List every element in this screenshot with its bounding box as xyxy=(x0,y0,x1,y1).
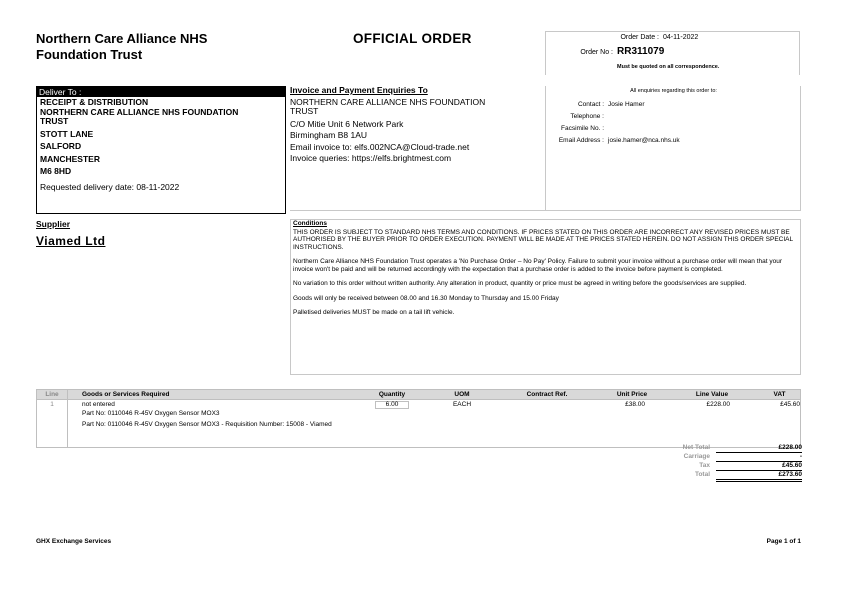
deliver-address-line: SALFORD xyxy=(40,141,82,151)
deliver-to-address xyxy=(37,97,285,192)
invoice-queries-url: Invoice queries: https://elfs.brightmest.com xyxy=(290,153,452,163)
row-description-status: not entered xyxy=(82,401,115,408)
row-requisition-detail: Part No: 0110046 R-45V Oxygen Sensor MOX3 - Requisition Number: 15008 - Viamed xyxy=(82,421,332,428)
order-number-note: Must be quoted on all correspondence. xyxy=(617,64,720,70)
email-label: Email Address : xyxy=(558,137,604,144)
deliver-address-line: M6 8HD xyxy=(40,166,72,176)
carriage-row xyxy=(640,452,802,461)
row-part-number: Part No: 0110046 R-45V Oxygen Sensor MOX3 xyxy=(82,410,220,417)
order-details-box xyxy=(545,31,800,75)
order-lines-table xyxy=(36,389,801,448)
tax-row xyxy=(640,461,802,470)
conditions-heading: Conditions xyxy=(293,220,327,227)
fax-label: Facsimile No. : xyxy=(561,125,604,132)
grand-total-label: Total xyxy=(694,471,710,478)
enquiries-heading: All enquiries regarding this order to: xyxy=(630,88,717,94)
tax-label: Tax xyxy=(699,462,710,469)
condition-paragraph: Northern Care Alliance NHS Foundation Trust operates a 'No Purchase Order – No Pay' Policy. Failure to submit your invoice without a purchase order will mean that your invoice won't be paid and will be returned accordingly with the expectation that a purchase order is added to the invoice before payment is completed. xyxy=(293,258,783,273)
supplier-name: Viamed Ltd xyxy=(36,234,106,248)
deliver-address-line: STOTT LANE xyxy=(40,128,94,139)
condition-paragraph: Goods will only be received between 08.00 and 16.30 Monday to Thursday and 15.00 Friday xyxy=(293,294,559,302)
organisation-name-line1: Northern Care Alliance NHS xyxy=(36,31,208,46)
col-header-quantity: Quantity xyxy=(378,391,406,398)
document-title: OFFICIAL ORDER xyxy=(353,31,472,46)
net-total-row xyxy=(640,443,802,452)
organisation-name-line2: Foundation Trust xyxy=(36,47,143,62)
condition-paragraph: No variation to this order without written authority. Any alteration in product, quantity or price must be agreed in writing before the goods/services are supplied. xyxy=(293,280,747,287)
table-header-row xyxy=(36,389,801,400)
row-line-number: 1 xyxy=(50,401,54,408)
order-date-label: Order Date : xyxy=(620,34,659,41)
requested-delivery-date: Requested delivery date: 08-11-2022 xyxy=(40,181,180,192)
col-header-unit-price: Unit Price xyxy=(616,391,648,398)
invoice-address-line: TRUST xyxy=(290,106,319,116)
order-date-value: 04-11-2022 xyxy=(663,34,699,41)
invoice-address-line: C/O Mitie Unit 6 Network Park xyxy=(290,118,404,129)
contact-value: Josie Hamer xyxy=(608,101,645,108)
totals-block xyxy=(640,443,802,479)
row-unit-price: £38.00 xyxy=(625,401,645,408)
invoice-email: Email invoice to: elfs.002NCA@Cloud-trade.net xyxy=(290,141,470,152)
carriage-value: - xyxy=(716,452,802,462)
grand-total-row xyxy=(640,470,802,479)
grand-total-value: £273.60 xyxy=(716,470,802,482)
col-header-uom: UOM xyxy=(454,391,470,398)
page-number: Page 1 of 1 xyxy=(766,538,801,545)
table-row xyxy=(36,400,801,448)
col-header-line-value: Line Value xyxy=(695,391,729,398)
net-total-label: Net Total xyxy=(682,444,710,451)
invoice-address-line: Birmingham B8 1AU xyxy=(290,130,368,140)
row-vat: £45.60 xyxy=(780,401,800,408)
deliver-to-box xyxy=(36,86,286,214)
order-number-label: Order No : xyxy=(580,49,613,56)
order-number-value: RR311079 xyxy=(617,46,665,57)
invoice-heading: Invoice and Payment Enquiries To xyxy=(290,85,428,95)
organisation-name xyxy=(36,31,296,63)
conditions-box xyxy=(290,219,801,375)
col-header-goods: Goods or Services Required xyxy=(82,391,170,398)
order-enquiries-box xyxy=(546,86,801,211)
row-uom: EACH xyxy=(452,401,472,408)
condition-paragraph: Palletised deliveries MUST be made on a tail lift vehicle. xyxy=(293,309,455,316)
tax-value: £45.60 xyxy=(716,461,802,471)
row-line-value: £228.00 xyxy=(706,401,730,408)
col-header-contract: Contract Ref. xyxy=(526,391,568,398)
invoice-address-line: NORTHERN CARE ALLIANCE NHS FOUNDATION xyxy=(290,96,486,107)
deliver-address-line: TRUST xyxy=(40,116,69,126)
telephone-label: Telephone : xyxy=(570,113,604,120)
net-total-value: £228.00 xyxy=(716,443,802,453)
email-value: josie.hamer@nca.nhs.uk xyxy=(608,137,680,144)
deliver-address-line: RECEIPT & DISTRIBUTION xyxy=(40,97,149,107)
deliver-address-line: NORTHERN CARE ALLIANCE NHS FOUNDATION xyxy=(40,106,239,117)
supplier-label: Supplier xyxy=(36,219,71,229)
deliver-address-line: MANCHESTER xyxy=(40,153,100,164)
condition-paragraph: THIS ORDER IS SUBJECT TO STANDARD NHS TERMS AND CONDITIONS. IF PRICES STATED ON THIS ORDER ARE INCORRECT ANY REVISED PRICES MUST BE AUTHORISED BY THE BUYER PRIOR TO ORDER EXECUTION. PAYMENT WILL BE MADE AT THE PRICES STATED HEREIN. DO NOT ASSIGN THIS ORDER SPECIAL INSTRUCTIONS. xyxy=(293,228,793,251)
row-quantity: 6.00 xyxy=(375,401,409,409)
carriage-label: Carriage xyxy=(683,453,710,460)
footer-provider: GHX Exchange Services xyxy=(36,538,112,545)
invoice-enquiries-box xyxy=(290,86,546,211)
deliver-to-heading: Deliver To : xyxy=(37,87,285,97)
contact-label: Contact : xyxy=(577,101,604,108)
col-header-vat: VAT xyxy=(773,391,786,398)
col-header-line: Line xyxy=(45,391,59,398)
